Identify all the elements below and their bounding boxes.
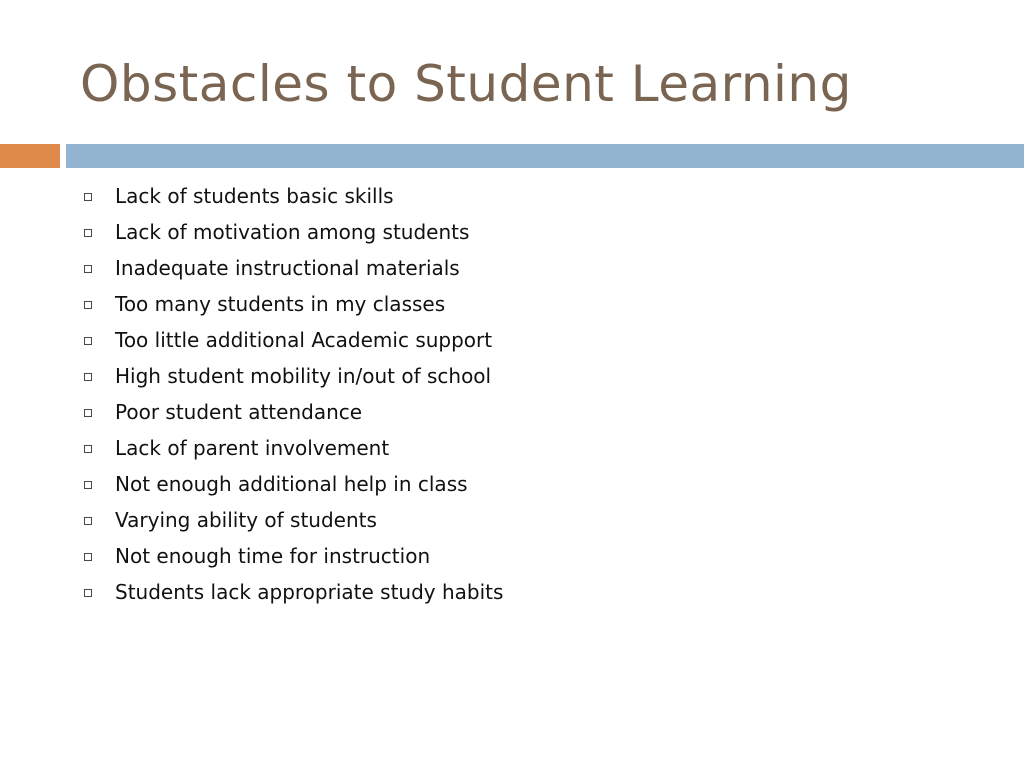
- accent-bar-blue: [66, 144, 1024, 168]
- hollow-square-bullet-icon: [84, 373, 92, 381]
- list-item: [80, 250, 503, 286]
- hollow-square-bullet-icon: [84, 265, 92, 273]
- list-item: [80, 286, 503, 322]
- list-item: [80, 322, 503, 358]
- hollow-square-bullet-icon: [84, 229, 92, 237]
- hollow-square-bullet-icon: [84, 409, 92, 417]
- list-item-text: Lack of students basic skills: [115, 184, 394, 208]
- hollow-square-bullet-icon: [84, 445, 92, 453]
- list-item-text: Too many students in my classes: [115, 292, 446, 316]
- slide-title: Obstacles to Student Learning: [80, 55, 852, 113]
- list-item-text: Lack of motivation among students: [115, 220, 470, 244]
- hollow-square-bullet-icon: [84, 481, 92, 489]
- accent-bar-orange: [0, 144, 60, 168]
- hollow-square-bullet-icon: [84, 589, 92, 597]
- list-item: [80, 502, 503, 538]
- list-item: [80, 394, 503, 430]
- list-item-text: Poor student attendance: [115, 400, 363, 424]
- list-item: [80, 358, 503, 394]
- hollow-square-bullet-icon: [84, 517, 92, 525]
- list-item: [80, 430, 503, 466]
- list-item-text: Not enough additional help in class: [115, 472, 468, 496]
- list-item-text: Lack of parent involvement: [115, 436, 390, 460]
- list-item-text: Inadequate instructional materials: [115, 256, 460, 280]
- list-item: [80, 538, 503, 574]
- list-item: [80, 214, 503, 250]
- list-item-text: Varying ability of students: [115, 508, 377, 532]
- list-item: [80, 574, 503, 610]
- hollow-square-bullet-icon: [84, 337, 92, 345]
- list-item-text: High student mobility in/out of school: [115, 364, 492, 388]
- list-item: [80, 178, 503, 214]
- list-item-text: Not enough time for instruction: [115, 544, 431, 568]
- hollow-square-bullet-icon: [84, 193, 92, 201]
- bullet-list: [80, 178, 503, 610]
- hollow-square-bullet-icon: [84, 301, 92, 309]
- hollow-square-bullet-icon: [84, 553, 92, 561]
- list-item-text: Students lack appropriate study habits: [115, 580, 504, 604]
- list-item-text: Too little additional Academic support: [115, 328, 493, 352]
- list-item: [80, 466, 503, 502]
